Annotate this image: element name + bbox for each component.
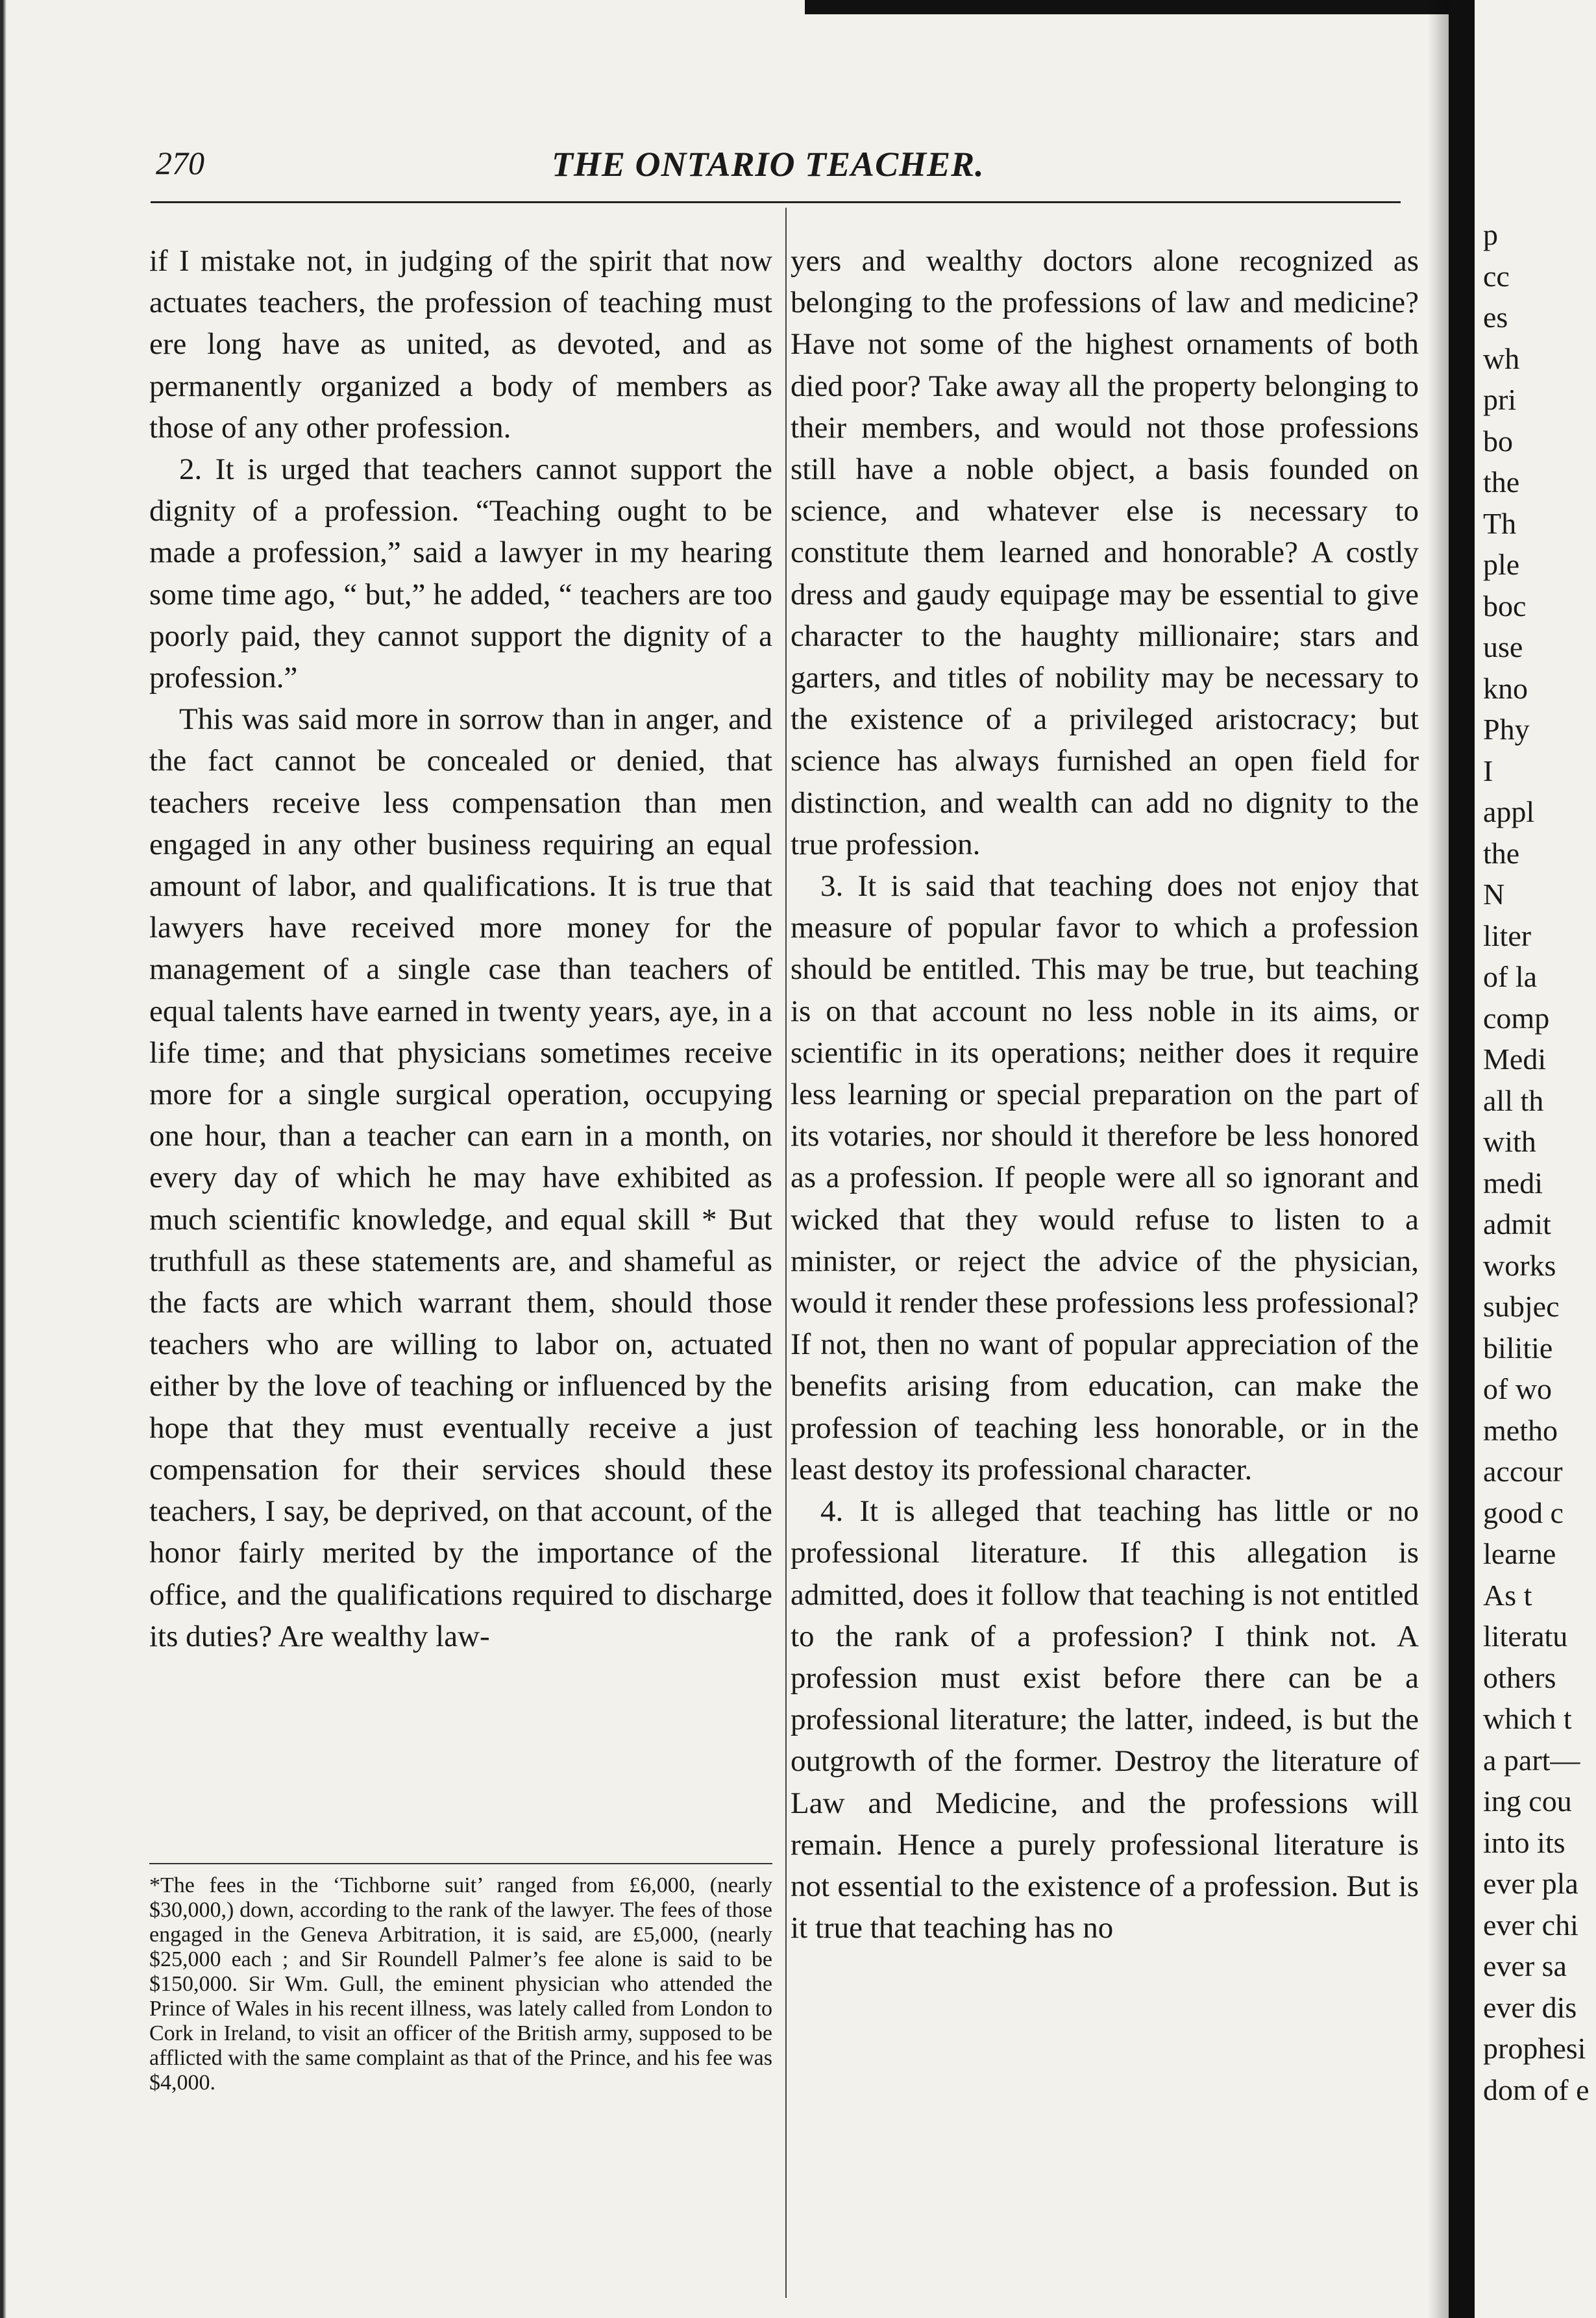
adjacent-page-line: ever chi [1483, 1908, 1578, 1942]
adjacent-page-line: into its [1483, 1825, 1565, 1859]
page-edge-shadow [0, 0, 6, 2318]
adjacent-page-line: accour [1483, 1455, 1563, 1488]
adjacent-page-line: Th [1483, 506, 1517, 540]
footnote: *The fees in the ‘Tichborne suit’ ranged from £6,000, (nearly $30,000,) down, according to the rank of the lawyer. The fees of those engaged in the Geneva Arbitration, it is said, are £5,000, (nearly $25,000 each ; and Sir Roundell Palmer’s fee alone is said to be $150,000. Sir Wm. Gull, the eminent physician who attended the Prince of Wales in his recent illness, was lately called from London to Cork in Ireland, to visit an officer of the British army, supposed to be afflicted with the same complaint as that of the Prince, and his fee was $4,000. [149, 1873, 772, 2095]
adjacent-page-line: ing cou [1483, 1784, 1572, 1818]
adjacent-page-line: ple [1483, 548, 1520, 581]
paragraph: 4. It is alleged that teaching has little or no professional literature. If this allegation is admitted, does it follow that teaching is not entitled to the rank of a profession? I think not. A profession must exist before there can be a professional literature; the latter, indeed, is but the outgrowth of the former. Destroy the literature of Law and Medicine, and the professions will remain. Hence a purely professional literature is not essential to the existence of a profession. But is it true that teaching has no [791, 1494, 1419, 1945]
adjacent-page-line: good c [1483, 1496, 1564, 1529]
adjacent-page-line: pri [1483, 383, 1517, 416]
adjacent-page-line: of wo [1483, 1372, 1553, 1405]
adjacent-page-line: of la [1483, 960, 1538, 993]
right-column [791, 240, 1419, 1949]
paragraph: This was said more in sorrow than in anger, and the fact cannot be concealed or denied, that teachers receive less compensation than men engaged in any other business requiring an equal amount of labor, and qualifications. It is true that lawyers have received more money for the management of a single case than teachers of equal talents have earned in twenty years, aye, in a life time; and that physicians sometimes receive more for a single surgical operation, occupying one hour, than a teacher can earn in a month, on every day of which he may have exhibited as much scientific knowledge, and equal skill * But truthfull as these statements are, and shameful as the facts are which warrant them, should those teachers who are willing to labor on, actuated either by the love of teaching or influenced by the hope that they must eventually receive a just compensation for their services should these teachers, I say, be deprived, on that account, of the honor fairly merited by the importance of the office, and the qualifications required to discharge its duties? Are wealthy law- [149, 702, 772, 1653]
header-rule [151, 201, 1401, 203]
adjacent-page-line: which t [1483, 1702, 1572, 1735]
adjacent-page-line: Phy [1483, 713, 1530, 746]
adjacent-page-line: all th [1483, 1083, 1544, 1117]
adjacent-page-line: literatu [1483, 1620, 1568, 1653]
adjacent-page-line: use [1483, 630, 1523, 663]
adjacent-page-line: subjec [1483, 1290, 1560, 1323]
adjacent-page-line: a part— [1483, 1743, 1580, 1777]
adjacent-page-line: As t [1483, 1578, 1532, 1612]
column-divider [785, 208, 787, 2298]
adjacent-page-line: admit [1483, 1207, 1551, 1240]
adjacent-page-line: I [1483, 754, 1493, 787]
adjacent-page-line: p [1483, 218, 1498, 251]
journal-title: THE ONTARIO TEACHER. [552, 145, 985, 184]
adjacent-page-line: works [1483, 1248, 1556, 1282]
paragraph: 2. It is urged that teachers cannot support the dignity of a profession. “Teaching ought to be made a profession,” said a lawyer in my hearing some time ago, “ but,” he added, “ teachers are too poorly paid, they cannot support the dignity of a profession.” [149, 452, 772, 695]
adjacent-page-line: N [1483, 878, 1505, 911]
adjacent-page-line: bo [1483, 424, 1513, 458]
adjacent-page-line: appl [1483, 795, 1535, 828]
adjacent-page-fragment [1483, 214, 1596, 2317]
page-number: 270 [156, 145, 204, 181]
adjacent-page-line: others [1483, 1660, 1556, 1694]
adjacent-page-line: ever pla [1483, 1867, 1578, 1900]
adjacent-page-line: with [1483, 1125, 1536, 1158]
adjacent-page-line: cc [1483, 259, 1510, 293]
adjacent-page-line: medi [1483, 1166, 1543, 1200]
top-border-rule [805, 0, 1454, 14]
adjacent-page-line: ever dis [1483, 1990, 1577, 2024]
left-column [149, 240, 772, 1657]
adjacent-page-line: Medi [1483, 1042, 1547, 1076]
adjacent-page-line: learne [1483, 1537, 1556, 1570]
adjacent-page-line: the [1483, 465, 1520, 499]
adjacent-page-line: metho [1483, 1413, 1558, 1447]
paragraph: if I mistake not, in judging of the spirit that now actuates teachers, the profession of teaching must ere long have as united, as devoted, and as permanently organized a body of members as those of any other profession. [149, 244, 772, 445]
gutter-shadow [1428, 0, 1449, 2318]
adjacent-page-line: bilitie [1483, 1331, 1553, 1364]
adjacent-page-line: boc [1483, 589, 1527, 623]
footnote-rule [149, 1863, 772, 1864]
adjacent-page-line: the [1483, 836, 1520, 870]
adjacent-page-line: wh [1483, 341, 1520, 375]
paragraph: yers and wealthy doctors alone recognized as belonging to the professions of law and medicine? Have not some of the highest ornaments of both died poor? Take away all the property belonging to their members, and would not those professions still have a noble object, a basis founded on science, and whatever else is necessary to constitute them learned and honorable? A costly dress and gaudy equipage may be essential to give character to the haughty millionaire; stars and garters, and titles of nobility may be necessary to the existence of a privileged aristocracy; but science has always furnished an open field for distinction, and wealth can add no dignity to the true profession. [791, 244, 1419, 861]
paragraph: 3. It is said that teaching does not enjoy that measure of popular favor to which a profession should be entitled. This may be true, but teaching is on that account no less noble in its aims, or scientific in its operations; neither does it require less learning or special preparation on the part of its votaries, nor should it therefore be less honored as a profession. If people were all so ignorant and wicked that they would refuse to listen to a minister, or reject the advice of the physician, would it render these professions less professional? If not, then no want of popular appreciation of the benefits arising from education, can make the profession of teaching less honorable, or in the least destoy its professional character. [791, 869, 1419, 1486]
adjacent-page-line: liter [1483, 919, 1532, 952]
running-head [156, 144, 1376, 190]
adjacent-page-line: kno [1483, 671, 1528, 705]
book-spine-gutter [1449, 0, 1475, 2318]
adjacent-page-line: comp [1483, 1001, 1550, 1035]
adjacent-page-line: prophesi [1483, 2032, 1586, 2065]
adjacent-page-line: ever sa [1483, 1949, 1567, 1982]
adjacent-page-line: es [1483, 301, 1508, 334]
adjacent-page-line: dom of e [1483, 2073, 1590, 2106]
